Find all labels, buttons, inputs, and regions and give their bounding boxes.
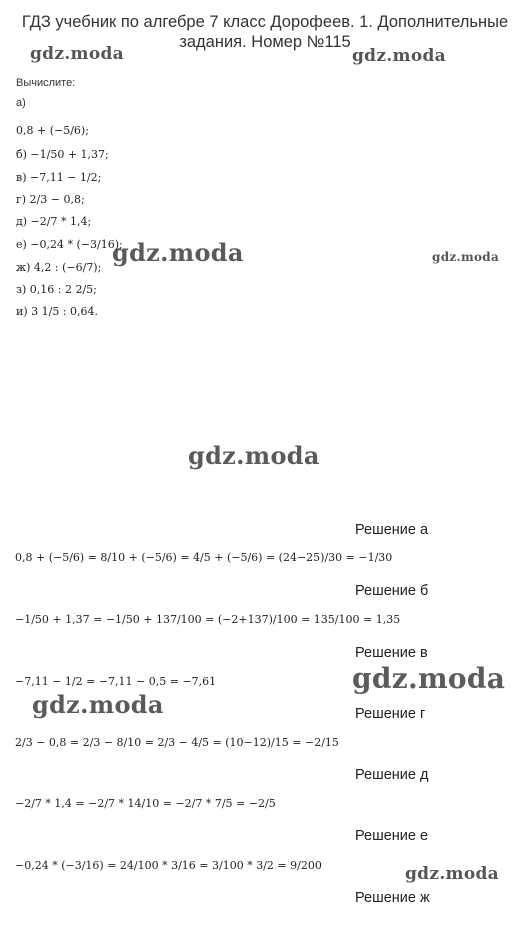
solution-heading-g: Решение ж <box>355 890 430 906</box>
solution-heading-c: Решение в <box>355 645 428 661</box>
solution-d: 2/3 − 0,8 = 2/3 − 8/10 = 2/3 − 4/5 = (10−12)/15 = −2/15 <box>15 736 339 749</box>
task-c: в) −7,11 − 1/2; <box>16 171 102 184</box>
solution-b: −1/50 + 1,37 = −1/50 + 137/100 = (−2+137)/100 = 135/100 = 1,35 <box>15 613 401 626</box>
task-h: з) 0,16 : 2 2/5; <box>16 283 97 296</box>
watermark: gdz.moda <box>352 662 506 695</box>
title-line-1: ГДЗ учебник по алгебре 7 класс Дорофеев. 1. Дополнительные <box>21 13 509 31</box>
watermark: gdz.moda <box>405 864 499 884</box>
task-e: д) −2/7 * 1,4; <box>16 215 92 228</box>
watermark: gdz.moda <box>188 441 320 470</box>
watermark: gdz.moda <box>112 238 244 267</box>
solution-heading-e: Решение д <box>355 767 429 783</box>
task-g: ж) 4,2 : (−6/7); <box>16 261 102 274</box>
title-line-2: задания. Номер №115 <box>179 33 351 51</box>
task-b: б) −1/50 + 1,37; <box>16 148 109 161</box>
solution-a: 0,8 + (−5/6) = 8/10 + (−5/6) = 4/5 + (−5/6) = (24−25)/30 = −1/30 <box>15 551 393 564</box>
part-label: а) <box>16 97 26 109</box>
solution-heading-a: Решение а <box>355 522 429 538</box>
solution-f: −0,24 * (−3/16) = 24/100 * 3/16 = 3/100 * 3/2 = 9/200 <box>15 859 322 872</box>
task-f: е) −0,24 * (−3/16); <box>16 238 123 251</box>
solution-heading-b: Решение б <box>355 583 429 599</box>
solution-heading-d: Решение г <box>355 706 426 722</box>
task-i: и) 3 1/5 : 0,64. <box>16 305 99 318</box>
watermark: gdz.moda <box>30 44 124 64</box>
solution-heading-f: Решение е <box>355 828 429 844</box>
watermark: gdz.moda <box>352 46 446 66</box>
intro-text: Вычислите: <box>16 77 76 89</box>
solution-c: −7,11 − 1/2 = −7,11 − 0,5 = −7,61 <box>15 675 217 688</box>
solution-e: −2/7 * 1,4 = −2/7 * 14/10 = −2/7 * 7/5 = −2/5 <box>15 797 276 810</box>
watermark: gdz.moda <box>32 690 164 719</box>
task-a: 0,8 + (−5/6); <box>16 124 89 137</box>
task-d: г) 2/3 − 0,8; <box>16 193 85 206</box>
watermark: gdz.moda <box>432 250 500 264</box>
